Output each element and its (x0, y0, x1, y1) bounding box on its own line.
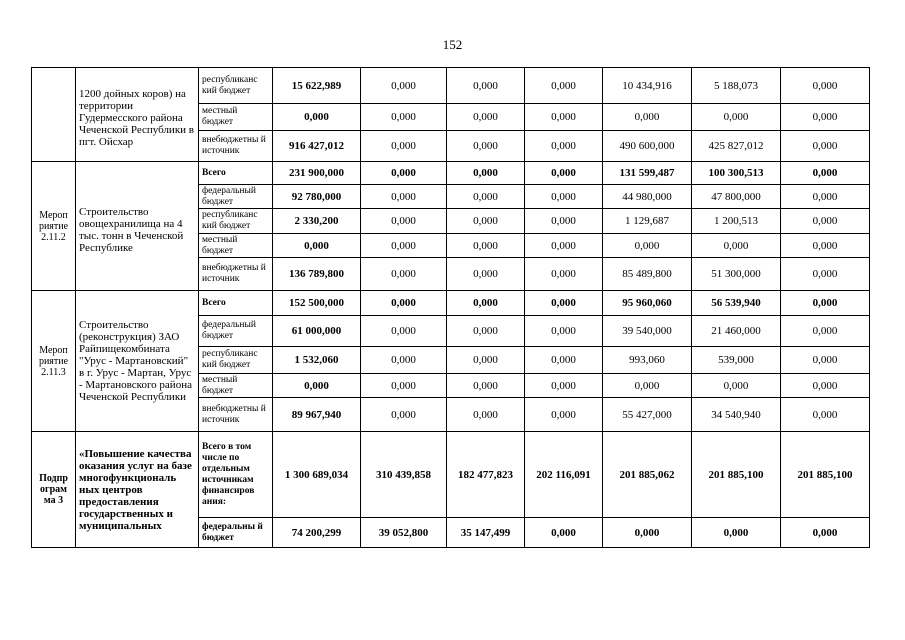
funding-source-cell: местный бюджет (199, 374, 273, 398)
amount-cell: 0,000 (361, 258, 447, 291)
amount-cell: 201 885,100 (692, 432, 781, 518)
amount-cell: 0,000 (603, 518, 692, 548)
amount-cell: 51 300,000 (692, 258, 781, 291)
amount-cell: 35 147,499 (447, 518, 525, 548)
funding-source-cell: Всего (199, 162, 273, 185)
amount-cell: 231 900,000 (273, 162, 361, 185)
amount-cell: 0,000 (525, 131, 603, 162)
amount-cell: 993,060 (603, 347, 692, 374)
page-number: 152 (442, 37, 463, 52)
amount-cell: 0,000 (525, 234, 603, 258)
amount-cell: 21 460,000 (692, 316, 781, 347)
amount-cell: 152 500,000 (273, 291, 361, 316)
amount-cell: 539,000 (692, 347, 781, 374)
amount-cell: 1 300 689,034 (273, 432, 361, 518)
amount-cell: 0,000 (781, 316, 870, 347)
amount-cell: 0,000 (361, 185, 447, 209)
funding-source-cell: республиканс кий бюджет (199, 68, 273, 104)
amount-cell: 0,000 (361, 68, 447, 104)
funding-source-cell: внебюджетны й источник (199, 258, 273, 291)
amount-cell: 0,000 (361, 398, 447, 432)
amount-cell: 202 116,091 (525, 432, 603, 518)
amount-cell: 0,000 (361, 347, 447, 374)
amount-cell: 0,000 (525, 68, 603, 104)
funding-source-cell: местный бюджет (199, 104, 273, 131)
amount-cell: 0,000 (361, 104, 447, 131)
amount-cell: 0,000 (692, 518, 781, 548)
amount-cell: 0,000 (273, 104, 361, 131)
amount-cell: 0,000 (781, 185, 870, 209)
amount-cell: 39 052,800 (361, 518, 447, 548)
amount-cell: 0,000 (692, 374, 781, 398)
amount-cell: 0,000 (603, 104, 692, 131)
amount-cell: 0,000 (603, 234, 692, 258)
amount-cell: 0,000 (447, 258, 525, 291)
amount-cell: 0,000 (603, 374, 692, 398)
amount-cell: 0,000 (525, 347, 603, 374)
amount-cell: 0,000 (525, 291, 603, 316)
amount-cell: 0,000 (361, 374, 447, 398)
amount-cell: 55 427,000 (603, 398, 692, 432)
amount-cell: 0,000 (525, 209, 603, 234)
amount-cell: 0,000 (525, 162, 603, 185)
amount-cell: 131 599,487 (603, 162, 692, 185)
amount-cell: 0,000 (447, 131, 525, 162)
table-body (32, 68, 870, 548)
amount-cell: 0,000 (525, 104, 603, 131)
amount-cell: 74 200,299 (273, 518, 361, 548)
amount-cell: 0,000 (447, 398, 525, 432)
amount-cell: 85 489,800 (603, 258, 692, 291)
amount-cell: 1 200,513 (692, 209, 781, 234)
amount-cell: 0,000 (692, 234, 781, 258)
amount-cell: 0,000 (447, 104, 525, 131)
amount-cell: 0,000 (781, 347, 870, 374)
amount-cell: 0,000 (447, 234, 525, 258)
funding-source-cell: республиканс кий бюджет (199, 209, 273, 234)
amount-cell: 47 800,000 (692, 185, 781, 209)
amount-cell: 136 789,800 (273, 258, 361, 291)
amount-cell: 0,000 (447, 68, 525, 104)
item-name-cell: Строительство овощехранилища на 4 тыс. тонн в Чеченской Республике (76, 162, 199, 291)
amount-cell: 0,000 (525, 374, 603, 398)
amount-cell: 0,000 (447, 209, 525, 234)
amount-cell: 0,000 (781, 131, 870, 162)
amount-cell: 0,000 (361, 316, 447, 347)
table-row (32, 162, 870, 185)
funding-source-cell: местный бюджет (199, 234, 273, 258)
item-name-cell: Строительство (реконструкция) ЗАО Райпищекомбината "Урус - Мартановский" в г. Урус - Мартан, Урус - Мартановского района Чеченской Республики (76, 291, 199, 432)
amount-cell: 95 960,060 (603, 291, 692, 316)
amount-cell: 89 967,940 (273, 398, 361, 432)
item-code-cell: Мероп риятие 2.11.3 (32, 291, 76, 432)
amount-cell: 0,000 (781, 258, 870, 291)
amount-cell: 0,000 (781, 291, 870, 316)
amount-cell: 0,000 (781, 68, 870, 104)
amount-cell: 0,000 (361, 209, 447, 234)
amount-cell: 0,000 (781, 234, 870, 258)
amount-cell: 201 885,100 (781, 432, 870, 518)
item-name-cell: 1200 дойных коров) на территории Гудермесского района Чеченской Республики в пгт. Ойсхар (76, 68, 199, 162)
amount-cell: 1 532,060 (273, 347, 361, 374)
amount-cell: 10 434,916 (603, 68, 692, 104)
amount-cell: 44 980,000 (603, 185, 692, 209)
amount-cell: 0,000 (525, 185, 603, 209)
item-code-cell: Подпр ограм ма 3 (32, 432, 76, 548)
amount-cell: 0,000 (447, 291, 525, 316)
amount-cell: 0,000 (525, 258, 603, 291)
amount-cell: 425 827,012 (692, 131, 781, 162)
funding-source-cell: Всего (199, 291, 273, 316)
amount-cell: 0,000 (447, 374, 525, 398)
amount-cell: 0,000 (447, 316, 525, 347)
amount-cell: 0,000 (781, 374, 870, 398)
budget-table (31, 67, 870, 548)
amount-cell: 0,000 (447, 162, 525, 185)
amount-cell: 0,000 (781, 398, 870, 432)
amount-cell: 56 539,940 (692, 291, 781, 316)
amount-cell: 0,000 (361, 234, 447, 258)
funding-source-cell: Всего в том числе по отдельным источникам финансиров ания: (199, 432, 273, 518)
amount-cell: 92 780,000 (273, 185, 361, 209)
table-row (32, 432, 870, 518)
funding-source-cell: республиканс кий бюджет (199, 347, 273, 374)
amount-cell: 182 477,823 (447, 432, 525, 518)
amount-cell: 0,000 (781, 162, 870, 185)
amount-cell: 490 600,000 (603, 131, 692, 162)
amount-cell: 0,000 (361, 291, 447, 316)
amount-cell: 15 622,989 (273, 68, 361, 104)
amount-cell: 0,000 (525, 316, 603, 347)
amount-cell: 2 330,200 (273, 209, 361, 234)
amount-cell: 100 300,513 (692, 162, 781, 185)
table-row (32, 291, 870, 316)
amount-cell: 0,000 (781, 104, 870, 131)
funding-source-cell: федеральный бюджет (199, 185, 273, 209)
item-code-cell: Мероп риятие 2.11.2 (32, 162, 76, 291)
amount-cell: 0,000 (781, 518, 870, 548)
amount-cell: 0,000 (273, 234, 361, 258)
amount-cell: 0,000 (447, 347, 525, 374)
amount-cell: 39 540,000 (603, 316, 692, 347)
amount-cell: 0,000 (525, 518, 603, 548)
amount-cell: 310 439,858 (361, 432, 447, 518)
amount-cell: 201 885,062 (603, 432, 692, 518)
amount-cell: 0,000 (692, 104, 781, 131)
funding-source-cell: федеральны й бюджет (199, 518, 273, 548)
amount-cell: 0,000 (447, 185, 525, 209)
item-name-cell: «Повышение качества оказания услуг на базе многофункциональ ных центров предоставления государственных и муниципальных (76, 432, 199, 548)
amount-cell: 916 427,012 (273, 131, 361, 162)
funding-source-cell: федеральный бюджет (199, 316, 273, 347)
funding-source-cell: внебюджетны й источник (199, 398, 273, 432)
amount-cell: 0,000 (361, 162, 447, 185)
amount-cell: 5 188,073 (692, 68, 781, 104)
amount-cell: 61 000,000 (273, 316, 361, 347)
amount-cell: 1 129,687 (603, 209, 692, 234)
funding-source-cell: внебюджетны й источник (199, 131, 273, 162)
table-row (32, 68, 870, 104)
item-code-cell (32, 68, 76, 162)
amount-cell: 0,000 (273, 374, 361, 398)
amount-cell: 0,000 (361, 131, 447, 162)
amount-cell: 0,000 (525, 398, 603, 432)
amount-cell: 0,000 (781, 209, 870, 234)
amount-cell: 34 540,940 (692, 398, 781, 432)
